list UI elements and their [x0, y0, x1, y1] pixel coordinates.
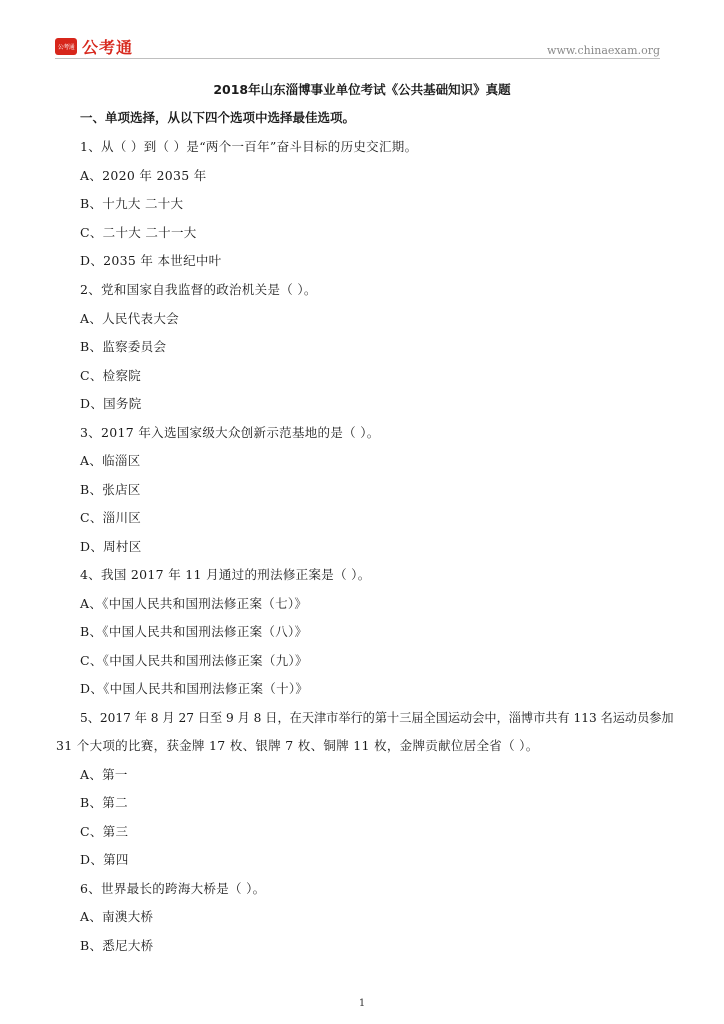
q6-option-b: B、悉尼大桥 — [80, 938, 154, 953]
header-divider — [55, 58, 660, 59]
section-heading: 一、单项选择，从以下四个选项中选择最佳选项。 — [80, 110, 356, 125]
question-2: 2、党和国家自我监督的政治机关是（ ）。 — [80, 282, 317, 297]
logo-text: 公考通 — [82, 38, 134, 57]
q2-option-b: B、监察委员会 — [80, 339, 167, 354]
q3-option-c: C、淄川区 — [80, 510, 142, 525]
q1-option-c: C、二十大 二十一大 — [80, 225, 197, 240]
question-5: 5、2017 年 8 月 27 日至 9 月 8 日，在天津市举行的第十三届全国运动会中，淄博市共有 113 名运动员参加 — [80, 710, 674, 725]
q4-option-d: D、《中国人民共和国刑法修正案（十）》 — [80, 681, 309, 696]
page-number: 1 — [358, 998, 366, 1009]
q5-option-c: C、第三 — [80, 824, 129, 839]
q3-option-a: A、临淄区 — [80, 453, 141, 468]
document-title: 2018年山东淄博事业单位考试《公共基础知识》真题 — [213, 82, 511, 97]
site-url[interactable]: www.chinaexam.org — [547, 44, 660, 57]
q4-option-b: B、《中国人民共和国刑法修正案（八）》 — [80, 624, 308, 639]
q1-option-b: B、十九大 二十大 — [80, 196, 184, 211]
q3-option-b: B、张店区 — [80, 482, 141, 497]
question-1: 1、从（ ）到（ ）是“两个一百年”奋斗目标的历史交汇期。 — [80, 139, 418, 154]
q2-option-d: D、国务院 — [80, 396, 142, 411]
q4-option-a: A、《中国人民共和国刑法修正案（七）》 — [80, 596, 308, 611]
q1-option-a: A、2020 年 2035 年 — [80, 168, 207, 183]
q1-option-d: D、2035 年 本世纪中叶 — [80, 253, 222, 268]
q5-option-a: A、第一 — [80, 767, 128, 782]
q5-option-d: D、第四 — [80, 852, 129, 867]
page-header — [0, 0, 724, 64]
q6-option-a: A、南澳大桥 — [80, 909, 154, 924]
question-5-continued: 31 个大项的比赛，获金牌 17 枚、银牌 7 枚、铜牌 11 枚，金牌贡献位居全省（ ）。 — [56, 738, 539, 753]
q5-option-b: B、第二 — [80, 795, 128, 810]
question-6: 6、世界最长的跨海大桥是（ ）。 — [80, 881, 266, 896]
q3-option-d: D、周村区 — [80, 539, 142, 554]
q2-option-a: A、人民代表大会 — [80, 311, 179, 326]
logo-badge-icon: 公考通 — [55, 38, 77, 55]
q4-option-c: C、《中国人民共和国刑法修正案（九）》 — [80, 653, 308, 668]
logo[interactable] — [55, 35, 133, 58]
question-4: 4、我国 2017 年 11 月通过的刑法修正案是（ ）。 — [80, 567, 371, 582]
q2-option-c: C、检察院 — [80, 368, 142, 383]
question-3: 3、2017 年入选国家级大众创新示范基地的是（ ）。 — [80, 425, 380, 440]
